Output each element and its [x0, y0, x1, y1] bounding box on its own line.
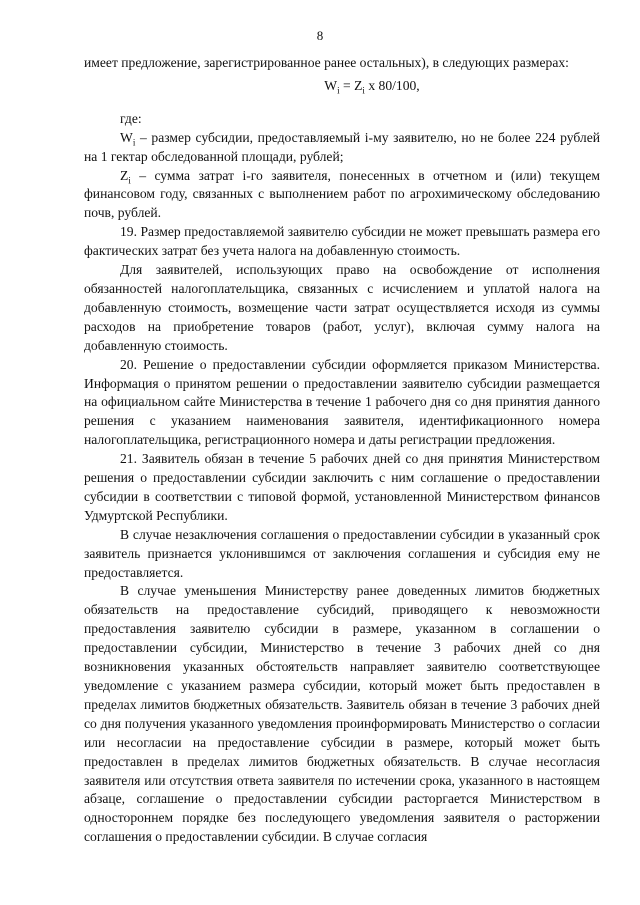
definition-z-sub: i	[128, 175, 131, 186]
paragraph-20: 20. Решение о предоставлении субсидии оформляется приказом Министерства. Информация о принятом решении о предоставлении заявителю субсидии размещается на официальном сайте Министерства в течение 1 рабочего дня со дня принятия данного решения с указанием наименования заявителя, идентификационного номера налогоплательщика, регистрационного номера и даты регистрации предложения.	[84, 356, 600, 448]
definition-z	[84, 167, 600, 224]
where-label: где:	[120, 110, 142, 126]
formula-z-subscript: i	[362, 85, 365, 96]
definition-w-var: W	[120, 129, 133, 145]
paragraph-21: 21. Заявитель обязан в течение 5 рабочих дней со дня принятия Министерством решения о предоставлении субсидии заключить с ним соглашение о предоставлении субсидии в соответствии с типовой формой, установленной Министерством финансов Удмуртской Республики.	[84, 451, 600, 523]
page-number: 8	[316, 28, 324, 43]
document-body	[84, 54, 600, 847]
formula-eq-z: = Z	[339, 77, 363, 93]
paragraph-19: 19. Размер предоставляемой заявителю субсидии не может превышать размера его фактических затрат без учета налога на добавленную стоимость.	[84, 224, 600, 259]
definition-z-var: Z	[120, 167, 129, 183]
definition-w-sub: i	[132, 137, 136, 148]
formula-w-subscript: i	[337, 85, 340, 96]
formula-tail: x 80/100,	[364, 77, 420, 93]
formula-w: W	[324, 77, 338, 93]
definition-w-text: – размер субсидии, предоставляемый i-му заявителю, но не более 224 рублей на 1 гектар обследованной площади, рублей;	[84, 129, 600, 164]
paragraph-21-limits: В случае уменьшения Министерству ранее доведенных лимитов бюджетных обязательств на предоставление субсидий, приводящего к невозможности предоставления заявителю субсидии в размере, указанном в соглашении о предоставлении субсидии, Министерство в течение 3 рабочих дней со дня возникновения указанных обстоятельств направляет заявителю соответствующее уведомление с указанием размера субсидии, который может быть предоставлен в пределах лимитов бюджетных обязательств. Заявитель обязан в течение 3 рабочих дней со дня получения указанного уведомления проинформировать Министерство о согласии или несогласии на предоставление субсидии в размере, который может быть предоставлен в пределах лимитов бюджетных обязательств. В случае несогласия заявителя или отсутствия ответа заявителя по истечении срока, указанного в настоящем абзаце, соглашение о предоставлении субсидии расторгается Министерством в одностороннем порядке без последующего уведомления заявителя о расторжении соглашения о предоставлении субсидии. В случае согласия	[84, 583, 600, 845]
paragraph-19-vat: Для заявителей, использующих право на освобождение от исполнения обязанностей налогоплательщика, связанных с исчислением и уплатой налога на добавленную стоимость, возмещение части затрат осуществляется исходя из суммы расходов на приобретение товаров (работ, услуг), включая сумму налога на добавленную стоимость.	[84, 262, 600, 353]
definition-z-text: – сумма затрат i-го заявителя, понесенных в отчетном и (или) текущем финансовом году, связанных с выполнением работ по агрохимическому обследованию почв, рублей.	[84, 167, 600, 221]
paragraph-21-refusal: В случае незаключения соглашения о предоставлении субсидии в указанный срок заявитель признается уклонившимся от заключения соглашения и субсидия ему не предоставляется.	[84, 526, 600, 580]
definition-w	[84, 129, 600, 167]
formula	[84, 77, 600, 96]
paragraph-intro: имеет предложение, зарегистрированное ранее остальных), в следующих размерах:	[84, 55, 569, 70]
